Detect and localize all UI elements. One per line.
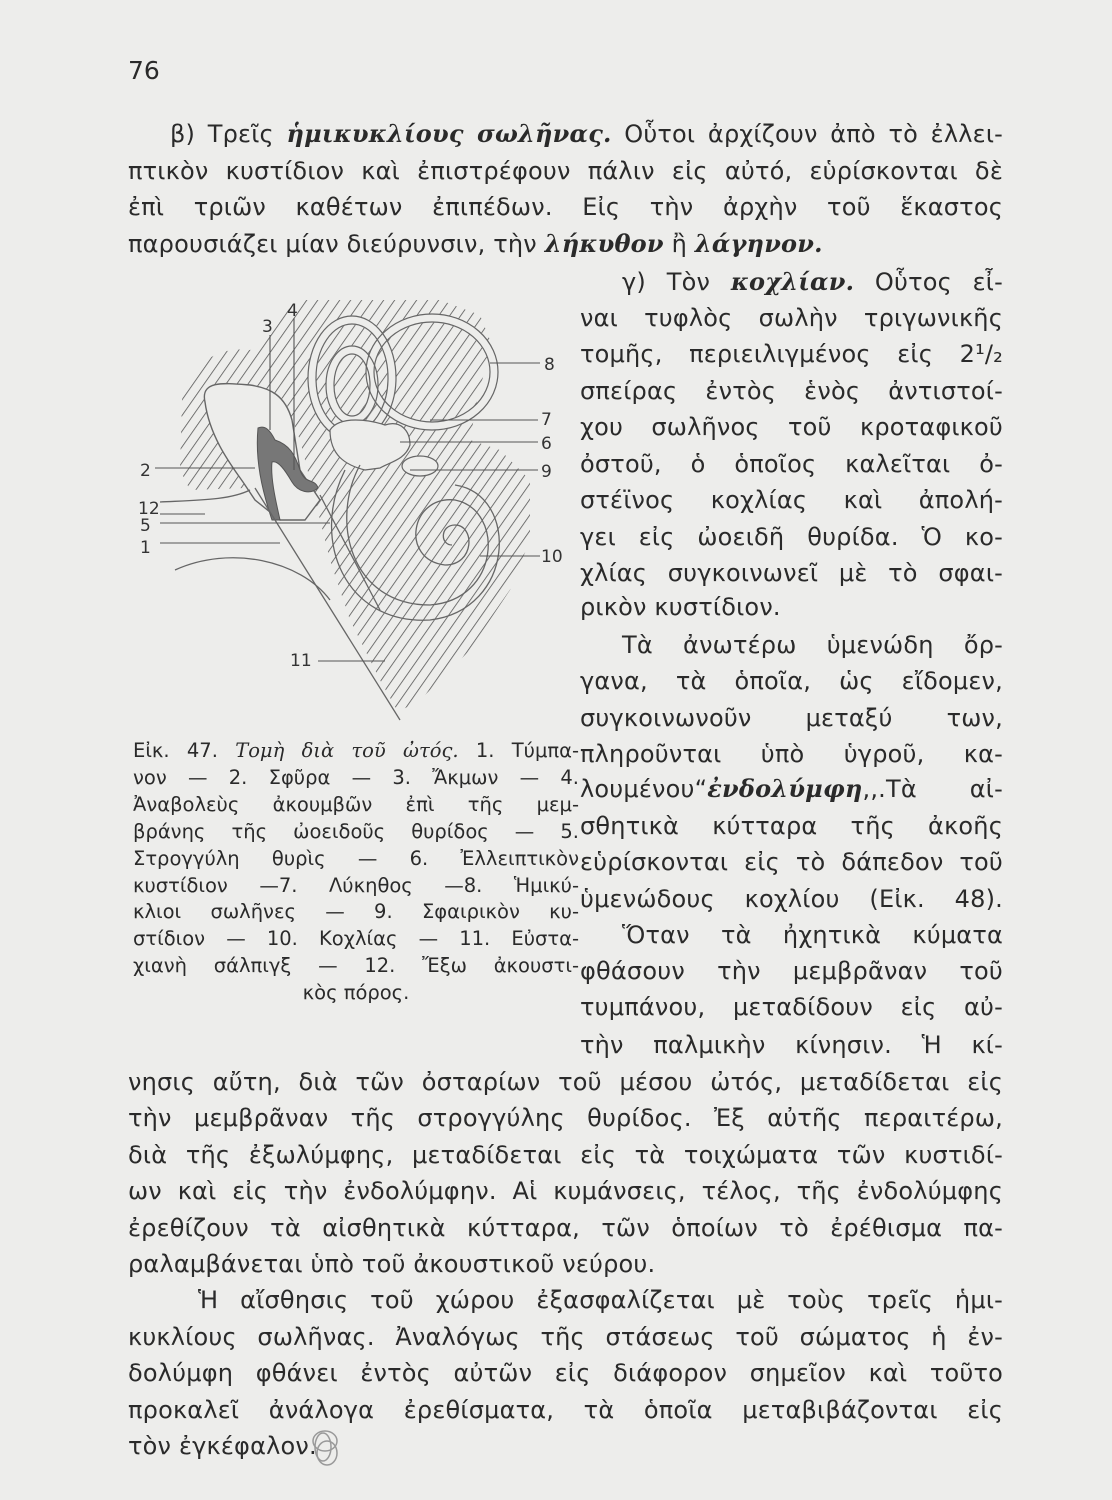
- caption-line: [133, 925, 579, 952]
- text-run: κλιοι σωλῆνες — 9. Σφαιρικὸν κυ-: [133, 900, 579, 924]
- text-run: τὸν ἐγκέφαλον.: [128, 1432, 317, 1460]
- bottom-line: [198, 1282, 1003, 1318]
- text-run: Ὅταν τὰ ἠχητικὰ κύματα: [622, 921, 1003, 949]
- text-run: πληροῦνται ὑπὸ ὑγροῦ, κα-: [580, 740, 1003, 768]
- label-1: 1: [140, 538, 151, 558]
- text-run: Εἰκ. 47.: [133, 739, 236, 762]
- label-8: 8: [544, 355, 555, 375]
- text-run: Οὗτοι ἀρχίζουν ἀπὸ τὸ ἐλλει-: [611, 120, 1003, 148]
- right-line: [580, 844, 1003, 880]
- text-run: σπείρας ἐντὸς ἑνὸς ἀντιστοί-: [580, 377, 1003, 405]
- text-run: ρικὸν κυστίδιον.: [580, 593, 781, 621]
- text-run: ἐρεθίζουν τὰ αἰσθητικὰ κύτταρα, τῶν ὁποίων τὸ ἐρέθισμα πα-: [128, 1213, 1003, 1242]
- top-line: [128, 153, 1003, 189]
- text-run: γανα, τὰ ὁποῖα, ὡς εἴδομεν,: [580, 667, 1003, 695]
- label-12: 12: [138, 499, 160, 519]
- emphasized-term: λήκυθον: [544, 228, 664, 258]
- right-line: [580, 482, 1003, 518]
- right-line: [580, 519, 1003, 555]
- text-run: νον — 2. Σφῦρα — 3. Ἄκμων — 4.: [133, 765, 579, 789]
- text-run: λουμένου“: [580, 775, 708, 803]
- emphasized-term: Τομὴ διὰ τοῦ ὠτός.: [235, 739, 459, 762]
- bottom-line: [128, 1428, 1003, 1464]
- text-run: χλίας συγκοινωνεῖ μὲ τὸ σφαι-: [580, 559, 1003, 587]
- bottom-line: [128, 1100, 1003, 1136]
- bottom-line: [128, 1392, 1003, 1428]
- right-line: [622, 917, 1003, 953]
- text-run: Οὗτος εἶ-: [854, 268, 1003, 296]
- ear-cross-section-figure: [120, 290, 580, 730]
- text-run: χου σωλῆνος τοῦ κροταφικοῦ: [580, 413, 1003, 441]
- page-number: 76: [128, 56, 160, 85]
- text-run: τὴν μεμβρᾶναν τῆς στρογγύλης θυρίδος. Ἐξ αὐτῆς περαιτέρω,: [128, 1104, 1003, 1133]
- right-line: [622, 627, 1003, 663]
- label-2: 2: [140, 461, 151, 481]
- text-run: ὑμενώδους κοχλίου (Εἰκ. 48).: [580, 885, 1003, 913]
- right-line: [580, 1027, 1003, 1063]
- caption-line: [133, 845, 579, 872]
- text-run: Ἡ αἴσθησις τοῦ χώρου ἐξασφαλίζεται μὲ τοὺς τρεῖς ἡμι-: [198, 1286, 1003, 1315]
- bone-hatching: [180, 300, 530, 712]
- text-run: τὴν παλμικὴν κίνησιν. Ἡ κί-: [580, 1031, 1003, 1059]
- right-line: [580, 589, 1003, 625]
- text-run: ὀστοῦ, ὁ ὁποῖος καλεῖται ὀ-: [580, 450, 1003, 478]
- text-run: συγκοινωνοῦν μεταξύ των,: [580, 704, 1003, 732]
- emphasized-term: κοχλίαν.: [730, 267, 855, 296]
- right-line: [580, 555, 1003, 591]
- text-run: β) Τρεῖς: [170, 120, 287, 148]
- text-run: Ἀναβολεὺς ἀκουμβῶν ἐπὶ τῆς μεμ-: [133, 792, 579, 816]
- bottom-line: [128, 1355, 1003, 1391]
- label-5: 5: [140, 516, 151, 536]
- text-run: προκαλεῖ ἀνάλογα ἐρεθίσματα, τὰ ὁποῖα μεταβιβάζονται εἰς: [128, 1395, 1003, 1424]
- top-line: [170, 116, 1003, 152]
- text-run: τομῆς, περιειλιγμένος εἰς 2¹/₂: [580, 340, 1003, 368]
- text-run: κυστίδιον —7. Λύκηθος —8. Ἡμικύ-: [133, 873, 579, 897]
- right-line: [580, 953, 1003, 989]
- text-run: ἢ: [663, 229, 695, 258]
- text-run: χιανὴ σάλπιγξ — 12. Ἔξω ἀκουστι-: [133, 954, 579, 978]
- right-line: [580, 663, 1003, 699]
- caption-line: [133, 979, 579, 1006]
- text-run: παρουσιάζει μίαν διεύρυνσιν, τὴν: [128, 229, 545, 258]
- bottom-line: [128, 1319, 1003, 1355]
- right-line: [580, 336, 1003, 372]
- bottom-line: [128, 1137, 1003, 1173]
- right-line: [580, 989, 1003, 1025]
- text-run: βράνης τῆς ὠοειδοῦς θυρίδος — 5.: [133, 819, 579, 843]
- text-run: ναι τυφλὸς σωλὴν τριγωνικῆς: [580, 304, 1003, 332]
- text-run: φθάσουν τὴν μεμβρᾶναν τοῦ: [580, 957, 1003, 985]
- bottom-line: [128, 1210, 1003, 1246]
- label-11: 11: [290, 651, 312, 671]
- right-line: [580, 373, 1003, 409]
- text-run: 1. Τύμπα-: [458, 739, 579, 762]
- right-line: [622, 264, 1003, 300]
- right-line: [580, 771, 1003, 807]
- text-run: στίδιον — 10. Κοχλίας — 11. Εὐστα-: [133, 927, 579, 951]
- caption-line: [133, 764, 579, 791]
- caption-line: [133, 818, 579, 845]
- text-run: κὸς πόρος.: [302, 981, 410, 1005]
- text-run: ων καὶ εἰς τὴν ἐνδολύμφην. Αἱ κυμάνσεις, τέλος, τῆς ἐνδολύμφης: [128, 1177, 1003, 1206]
- right-line: [580, 409, 1003, 445]
- text-run: ,,.Τὰ αἰ-: [862, 775, 1003, 803]
- right-line: [580, 881, 1003, 917]
- emphasized-term: λάγηνον.: [694, 228, 823, 258]
- right-line: [580, 808, 1003, 844]
- top-line: [128, 189, 1003, 225]
- label-6: 6: [541, 434, 552, 454]
- text-run: τυμπάνου, μεταδίδουν εἰς αὐ-: [580, 993, 1003, 1021]
- text-run: πτικὸν κυστίδιον καὶ ἐπιστρέφουν πάλιν εἰς αὐτό, εὑρίσκονται δὲ: [128, 156, 1003, 185]
- text-run: γει εἰς ὠοειδῆ θυρίδα. Ὁ κο-: [580, 523, 1003, 551]
- right-line: [580, 446, 1003, 482]
- label-10: 10: [541, 547, 563, 567]
- label-3: 3: [262, 317, 273, 337]
- caption-line: [133, 737, 579, 764]
- text-run: γ) Τὸν: [622, 268, 731, 296]
- text-run: στέϊνος κοχλίας καὶ ἀπολή-: [580, 486, 1003, 514]
- text-run: ραλαμβάνεται ὑπὸ τοῦ ἀκουστικοῦ νεύρου.: [128, 1250, 656, 1278]
- label-4: 4: [287, 301, 298, 321]
- library-stamp-mark: [305, 1425, 350, 1475]
- text-run: ἐπὶ τριῶν καθέτων ἐπιπέδων. Εἰς τὴν ἀρχὴν τοῦ ἕκαστος: [128, 193, 1003, 222]
- text-run: σθητικὰ κύτταρα τῆς ἀκοῆς: [580, 812, 1003, 840]
- label-7: 7: [541, 410, 552, 430]
- text-run: νησις αὔτη, διὰ τῶν ὀσταρίων τοῦ μέσου ὠτός, μεταδίδεται εἰς: [128, 1068, 1003, 1096]
- top-line: [128, 226, 1003, 262]
- caption-line: [133, 898, 579, 925]
- text-run: Στρογγύλη θυρὶς — 6. Ἐλλειπτικὸν: [133, 846, 579, 870]
- bottom-line: [128, 1173, 1003, 1209]
- caption-line: [133, 791, 579, 818]
- label-9: 9: [541, 462, 552, 482]
- caption-line: [133, 872, 579, 899]
- caption-line: [133, 952, 579, 979]
- text-run: κυκλίους σωλῆνας. Ἀναλόγως τῆς στάσεως τοῦ σώματος ἡ ἐν-: [128, 1322, 1003, 1351]
- emphasized-term: ἐνδολύμφη: [707, 774, 863, 803]
- text-run: εὑρίσκονται εἰς τὸ δάπεδον τοῦ: [580, 848, 1003, 876]
- emphasized-term: ἡμικυκλίους σωλῆνας.: [286, 119, 612, 148]
- text-run: διὰ τῆς ἐξωλύμφης, μεταδίδεται εἰς τὰ τοιχώματα τῶν κυστιδί-: [128, 1140, 1003, 1169]
- right-line: [580, 700, 1003, 736]
- text-run: Τὰ ἀνωτέρω ὑμενώδη ὄρ-: [622, 631, 1003, 659]
- right-line: [580, 736, 1003, 772]
- text-run: δολύμφη φθάνει ἐντὸς αὐτῶν εἰς διάφορον σημεῖον καὶ τοῦτο: [128, 1359, 1003, 1388]
- right-line: [580, 300, 1003, 336]
- bottom-line: [128, 1246, 1003, 1282]
- bottom-line: [128, 1064, 1003, 1100]
